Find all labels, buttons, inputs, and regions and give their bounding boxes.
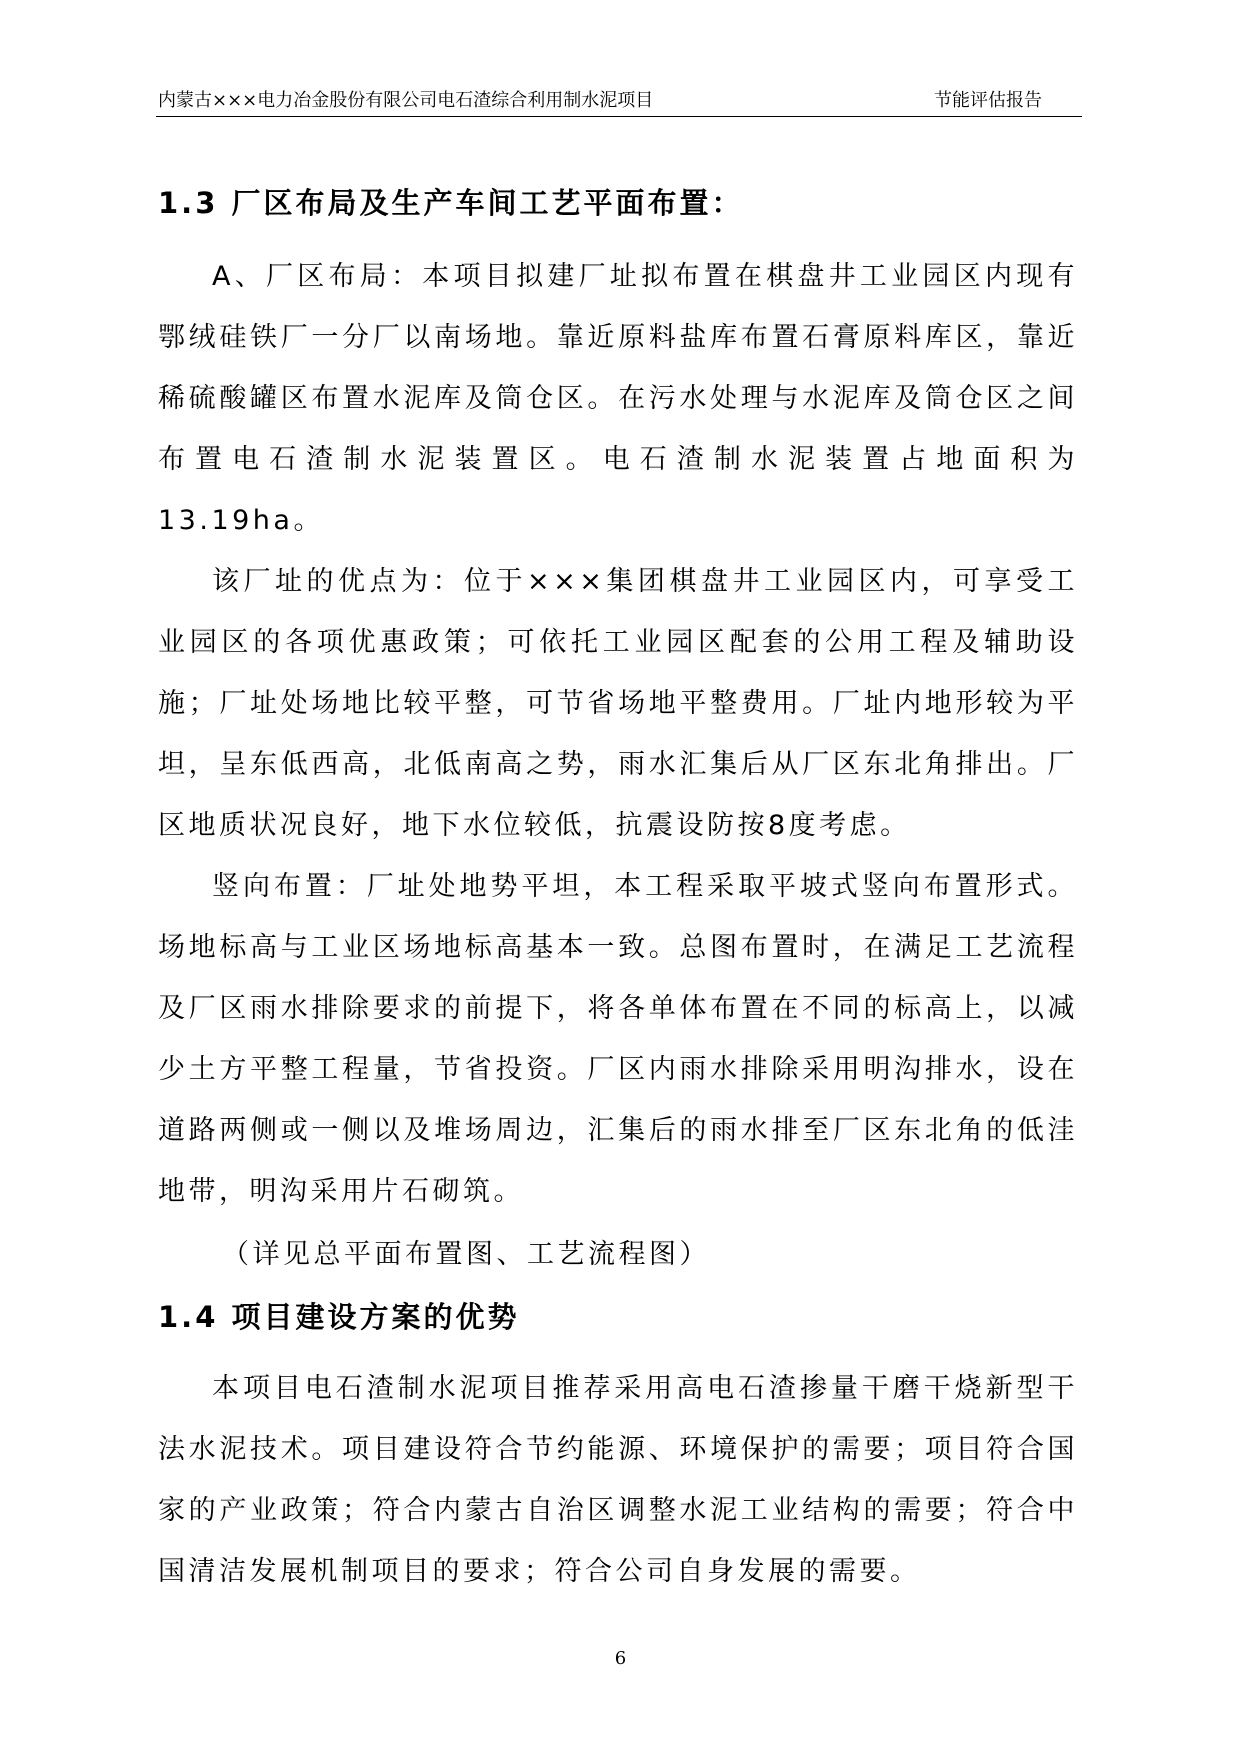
body-content	[158, 178, 1078, 1602]
scheme-advantages-paragraph: 本项目电石渣制水泥项目推荐采用高电石渣掺量干磨干烧新型干法水泥技术。项目建设符合节约能源、环境保护的需要；项目符合国家的产业政策；符合内蒙古自治区调整水泥工业结构的需要；符合中国清洁发展机制项目的要求；符合公司自身发展的需要。	[158, 1373, 1078, 1587]
vertical-layout-paragraph: 竖向布置：厂址处地势平坦，本工程采取平坡式竖向布置形式。场地标高与工业区场地标高基本一致。总图布置时，在满足工艺流程及厂区雨水排除要求的前提下，将各单体布置在不同的标高上，以减少土方平整工程量，节省投资。厂区内雨水排除采用明沟排水，设在道路两侧或一侧以及堆场周边，汇集后的雨水排至厂区东北角的低洼地带，明沟采用片石砌筑。	[158, 871, 1078, 1207]
header-report-type: 节能评估报告	[934, 90, 1042, 111]
plant-layout-paragraph: A、厂区布局：本项目拟建厂址拟布置在棋盘井工业园区内现有鄂绒硅铁厂一分厂以南场地。靠近原料盐库布置石膏原料库区，靠近稀硫酸罐区布置水泥库及筒仓区。在污水处理与水泥库及筒仓区之间布置电石渣制水泥装置区。电石渣制水泥装置占地面积为13.19ha。	[158, 261, 1078, 536]
header-divider	[156, 116, 1082, 117]
section-1-3-heading: 1.3 厂区布局及生产车间工艺平面布置：	[158, 186, 744, 220]
figure-reference-note: （详见总平面布置图、工艺流程图）	[222, 1239, 710, 1270]
site-advantages-paragraph: 该厂址的优点为：位于×××集团棋盘井工业园区内，可享受工业园区的各项优惠政策；可依托工业园区配套的公用工程及辅助设施；厂址处场地比较平整，可节省场地平整费用。厂址内地形较为平坦，呈东低西高，北低南高之势，雨水汇集后从厂区东北角排出。厂区地质状况良好，地下水位较低，抗震设防按8度考虑。	[158, 566, 1078, 841]
section-1-4-heading: 1.4 项目建设方案的优势	[158, 1300, 520, 1334]
page-number: 6	[614, 1648, 627, 1669]
running-header	[158, 86, 1082, 116]
header-project-title: 内蒙古×××电力冶金股份有限公司电石渣综合利用制水泥项目	[158, 90, 654, 111]
